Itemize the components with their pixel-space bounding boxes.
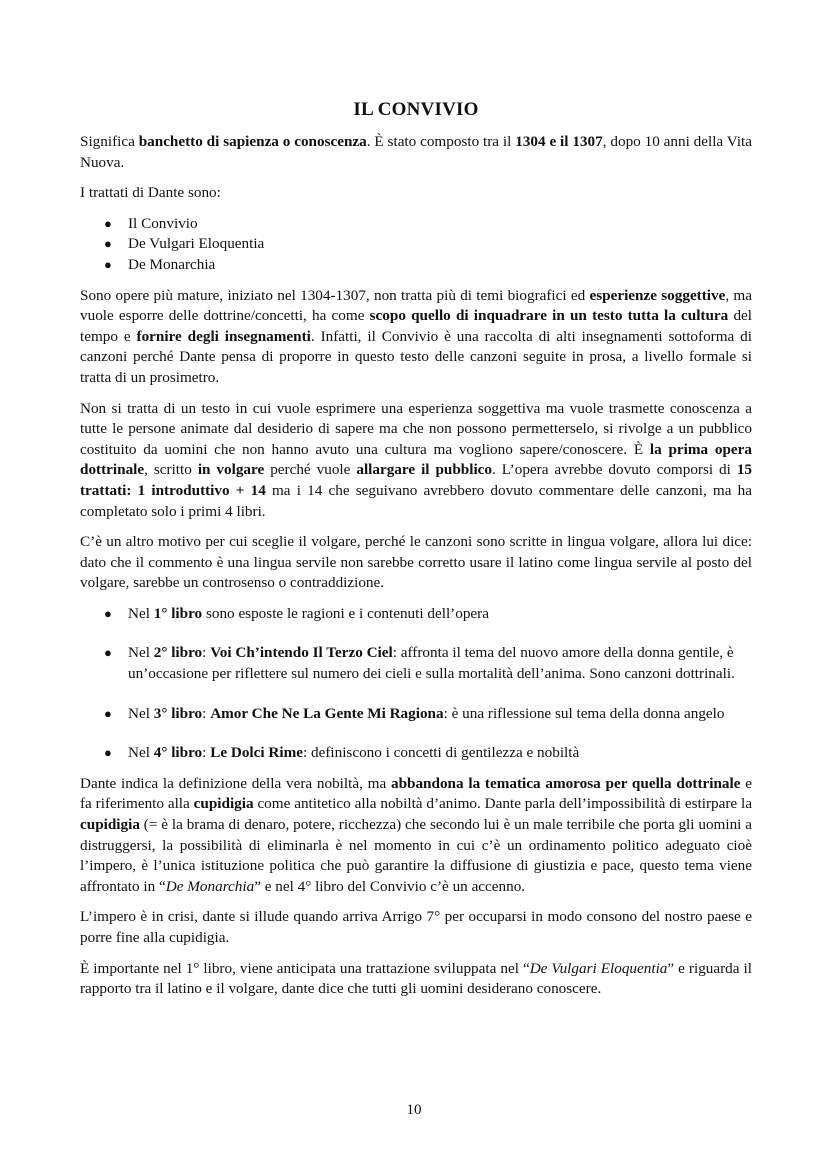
list-item: [80, 234, 752, 255]
italic-text: De Vulgari Eloquentia: [529, 959, 668, 977]
bold-text: in volgare: [197, 461, 265, 479]
list-item: [80, 214, 752, 235]
text-run: I trattati di Dante sono:: [80, 184, 221, 202]
treatises-list: [80, 214, 752, 276]
bold-text: 1304 e il 1307: [515, 133, 603, 150]
text-run: :: [202, 704, 211, 722]
paragraph-vulgari-eloquentia: [80, 959, 752, 1000]
text-run: Sono opere più mature, iniziato nel 1304-1307, non tratta più di temi biografici ed: [80, 286, 590, 304]
bullet-icon: ●: [104, 215, 112, 231]
text-run: Nel: [128, 704, 154, 722]
bullet-icon: ●: [104, 645, 112, 661]
bold-text: scopo quello di inquadrare in un testo tutta la cultura: [369, 307, 729, 325]
bold-text: abbandona la tematica amorosa per quella dottrinale: [390, 774, 741, 792]
bold-text: 1° libro: [153, 604, 203, 622]
bold-text: 15 trattati: 1 introduttivo + 14: [80, 461, 753, 499]
bold-text: 4° libro: [153, 744, 203, 762]
paragraph-empire: [80, 907, 752, 948]
bold-text: cupidigia: [193, 795, 254, 813]
bold-text: 2° libro: [153, 644, 203, 662]
text-run: L’impero è in crisi, dante si illude quando arriva Arrigo 7° per occuparsi in modo consono del nostro paese e porre fine alla cupidigia.: [80, 908, 752, 946]
text-run: ” e riguarda il rapporto tra il latino e il volgare, dante dice che tutti gli uomini desiderano conoscere.: [80, 959, 752, 998]
bullet-icon: ●: [104, 745, 112, 761]
bold-text: Amor Che Ne La Gente Mi Ragiona: [210, 704, 444, 722]
text-run: , dopo 10 anni della Vita Nuova.: [80, 133, 752, 171]
list-item-text: [128, 705, 725, 722]
text-run: ” e nel 4° libro del Convivio c’è un accenno.: [254, 877, 526, 895]
paragraph-nobility: [80, 774, 752, 898]
list-item-text: [128, 744, 579, 761]
list-item: [80, 604, 752, 625]
page-number: 10: [406, 1102, 422, 1118]
text-run: : è una riflessione sul tema della donna angelo: [443, 704, 725, 722]
bold-text: la prima opera dottrinale: [80, 440, 752, 479]
bullet-icon: ●: [104, 256, 112, 272]
text-run: :: [202, 744, 211, 762]
text-run: (= è la brama di denaro, potere, ricchezza) che secondo lui è un male terribile che porta gli uomini a distruggersi, la possibilità di eliminarla è nel momento in cui c’è un ordinamento politico adeguato cioè l’impero, è l’unica istituzione politica che può garantire la diffusione di giustizia e pace, questo tema viene affrontato in “: [80, 816, 752, 895]
list-item-text: Il Convivio: [128, 214, 198, 232]
text-run: : definiscono i concetti di gentilezza e nobiltà: [302, 744, 580, 762]
bold-text: esperienze soggettive: [589, 286, 726, 304]
text-run: , scritto: [144, 461, 198, 479]
paragraph-treatises-intro: [80, 183, 752, 204]
text-run: Nel: [128, 604, 154, 622]
text-run: ma i 14 che seguivano avrebbero dovuto commentare delle canzoni, ma ha completato solo i primi 4 libri.: [80, 481, 753, 520]
list-item-text: [128, 605, 489, 622]
italic-text: De Monarchia: [165, 877, 255, 895]
text-run: È importante nel 1° libro, viene anticipata una trattazione sviluppata nel “: [80, 959, 530, 977]
bold-text: Voi Ch’intendo Il Terzo Ciel: [210, 644, 393, 662]
bullet-icon: ●: [104, 605, 112, 621]
books-list: [80, 604, 752, 764]
list-item: [80, 743, 752, 764]
bullet-icon: ●: [104, 236, 112, 252]
text-run: Significa: [80, 133, 139, 150]
text-run: Nel: [128, 744, 154, 762]
text-run: come antitetico alla nobiltà d’animo. Dante parla dell’impossibilità di estirpare la: [253, 795, 752, 813]
list-item: [80, 704, 752, 725]
text-run: del tempo e: [80, 307, 753, 345]
bold-text: cupidigia: [80, 816, 140, 834]
text-run: : affronta il tema del nuovo amore della donna gentile, è un’occasione per riflettere sul numero dei cieli e sulla mortalità dell’anima. Sono canzoni dottrinali.: [128, 644, 735, 683]
text-run: perché vuole: [264, 461, 357, 479]
document-page: [80, 98, 752, 1010]
paragraph-mature-works: [80, 286, 752, 389]
text-run: Nel: [128, 644, 154, 662]
text-run: C’è un altro motivo per cui sceglie il volgare, perché le canzoni sono scritte in lingua volgare, allora lui dice: dato che il commento è una lingua servile non sarebbe corretto usare il latino come lingua servile al posto del volgare, sarebbe un controsenso o contraddizione.: [80, 533, 752, 592]
text-run: . L’opera avrebbe dovuto comporsi di: [492, 461, 737, 479]
page-title: IL CONVIVIO: [353, 99, 479, 120]
text-run: Dante indica la definizione della vera nobiltà, ma: [80, 774, 391, 792]
bold-text: banchetto di sapienza o conoscenza: [138, 133, 367, 150]
text-run: . È stato composto tra il: [366, 133, 516, 150]
bold-text: 3° libro: [153, 704, 203, 722]
text-run: :: [202, 644, 211, 662]
list-item-text: De Vulgari Eloquentia: [128, 235, 265, 253]
text-run: sono esposte le ragioni e i contenuti dell’opera: [202, 604, 489, 622]
paragraph-vulgar-reason: [80, 532, 752, 594]
bold-text: Le Dolci Rime: [210, 744, 303, 762]
bold-text: fornire degli insegnamenti: [136, 327, 311, 345]
text-run: , ma vuole esporre delle dottrine/concetti, ha come: [80, 286, 752, 325]
text-run: e fa riferimento alla: [80, 774, 753, 813]
bold-text: allargare il pubblico: [356, 461, 493, 479]
list-item: [80, 255, 752, 276]
list-item: [80, 643, 752, 684]
list-item-text: De Monarchia: [128, 255, 216, 273]
paragraph-doctrinal-work: [80, 399, 752, 523]
paragraph-intro: [80, 132, 752, 173]
bullet-icon: ●: [104, 705, 112, 721]
text-run: Non si tratta di un testo in cui vuole esprimere una esperienza soggettiva ma vuole trasmette conoscenza a tutte le persone animate dal desiderio di sapere ma che non possono permetterselo, si rivolge a un pubblico costituito da uomini che non hanno avuto una cultura ma vogliono sapere/conoscere. È: [80, 399, 752, 458]
text-run: . Infatti, il Convivio è una raccolta di alti insegnamenti sottoforma di canzoni perché Dante pensa di proporre in questo testo delle canzoni seguite in prosa, a livello formale si tratta di un prosimetro.: [80, 327, 752, 386]
list-item-text: [128, 644, 735, 682]
